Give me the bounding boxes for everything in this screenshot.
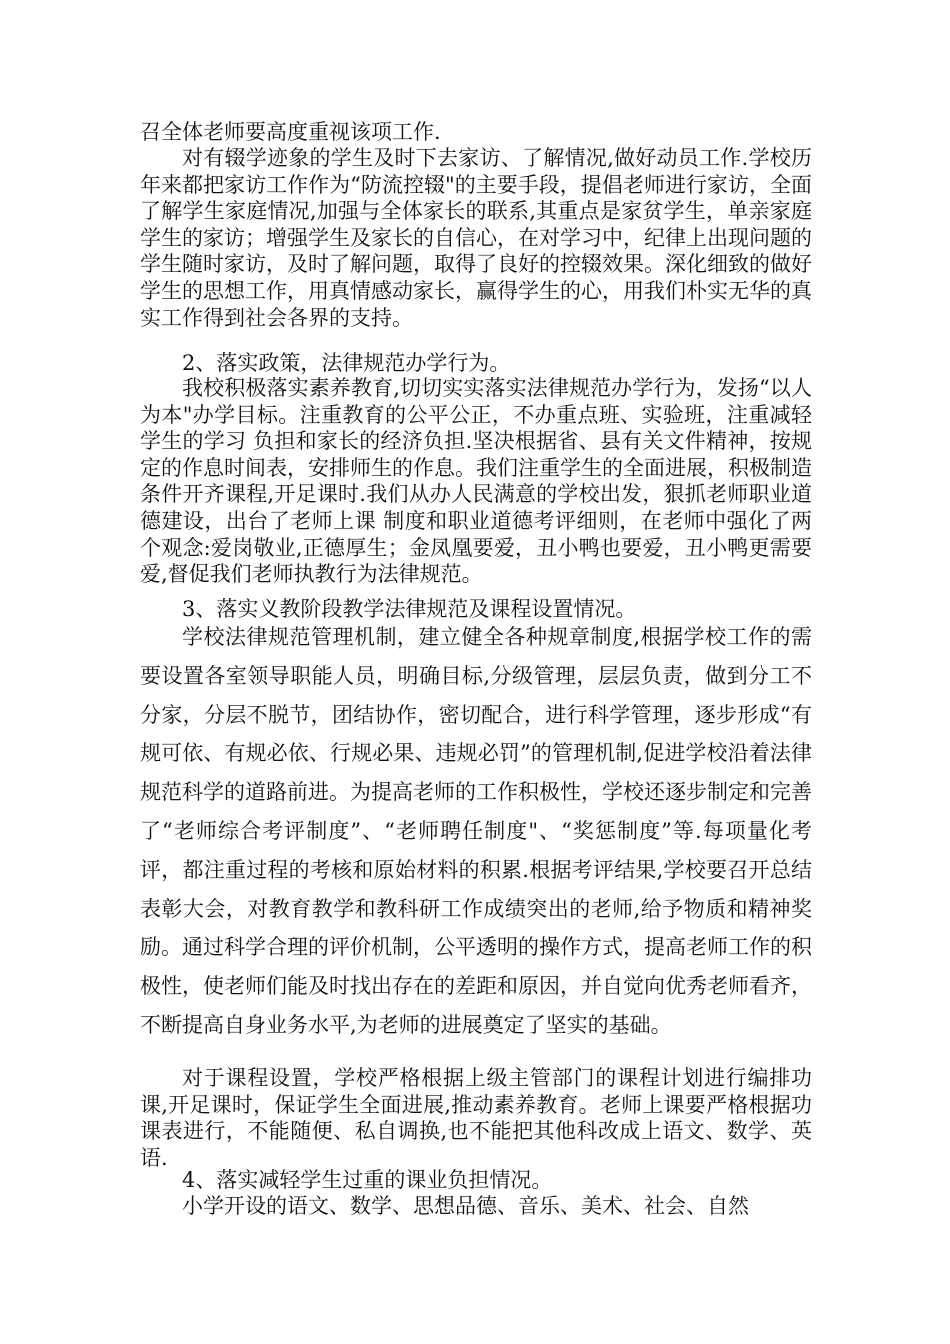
paragraph-continuation: 召全体老师要高度重视该项工作.	[140, 120, 441, 144]
section-heading-2: 2、落实政策，法律规范办学行为。	[182, 351, 511, 375]
paragraph-policy: 我校积极落实素养教育,切切实实落实法律规范办学行为，发扬“以人为本"办学目标。注重教育的公平公正，不办重点班、实验班，注重减轻学生的学习 负担和家长的经济负担.坚决根据省、县有关文件精神，按规定的作息时间表，安排师生的作息。我们注重学生的全面进展，积极制造条件开齐课程,开足课时.我们从办人民满意的学校出发，狠抓老师职业道德建设，出台了老师上课 制度和职业道德考评细则，在老师中强化了两个观念:爱岗敬业,正德厚生；金凤凰要爱，丑小鸭也要爱，丑小鸭更需要爱,督促我们老师执教行为法律规范。	[140, 376, 812, 587]
paragraph-home-visits: 对有辍学迹象的学生及时下去家访、了解情况,做好动员工作.学校历年来都把家访工作作为“防流控辍"的主要手段，提倡老师进行家访，全面了解学生家庭情况,加强与全体家长的联系,其重点是家贫学生，单亲家庭学生的家访；增强学生及家长的自信心，在对学习中，纪律上出现问题的学生随时家访，及时了解问题，取得了良好的控辍效果。深化细致的做好学生的思想工作，用真情感动家长，赢得学生的心，用我们朴实无华的真实工作得到社会各界的支持。	[140, 146, 812, 330]
section-heading-3: 3、落实义教阶段教学法律规范及课程设置情况。	[182, 597, 637, 621]
paragraph-curriculum: 对于课程设置，学校严格根据上级主管部门的课程计划进行编排功课,开足课时，保证学生全面进展,推动素养教育。老师上课要严格根据功课表进行，不能随便、私自调换,也不能把其他科改成上语文、数学、英语.	[140, 1066, 812, 1170]
paragraph-management: 学校法律规范管理机制，建立健全各种规章制度,根据学校工作的需要设置各室领导职能人员，明确目标,分级管理，层层负责，做到分工不分家，分层不脱节，团结协作，密切配合，进行科学管理，逐步形成“有规可依、有规必依、行规必果、违规必罚”的管理机制,促进学校沿着法律规范科学的道路前进。为提高老师的工作积极性，学校还逐步制定和完善了“老师综合考评制度”、“老师聘任制度"、“奖惩制度”等.每项量化考评，都注重过程的考核和原始材料的积累.根据考评结果,学校要召开总结表彰大会，对教育教学和教科研工作成绩突出的老师,给予物质和精神奖励。通过科学合理的评价机制，公平透明的操作方式，提高老师工作的积极性，使老师们能及时找出存在的差距和原因，并自觉向优秀老师看齐，不断提高自身业务水平,为老师的进展奠定了坚实的基础。	[140, 625, 812, 1037]
paragraph-subjects: 小学开设的语文、数学、思想品德、音乐、美术、社会、自然	[182, 1194, 749, 1218]
section-heading-4: 4、落实减轻学生过重的课业负担情况。	[182, 1168, 553, 1192]
